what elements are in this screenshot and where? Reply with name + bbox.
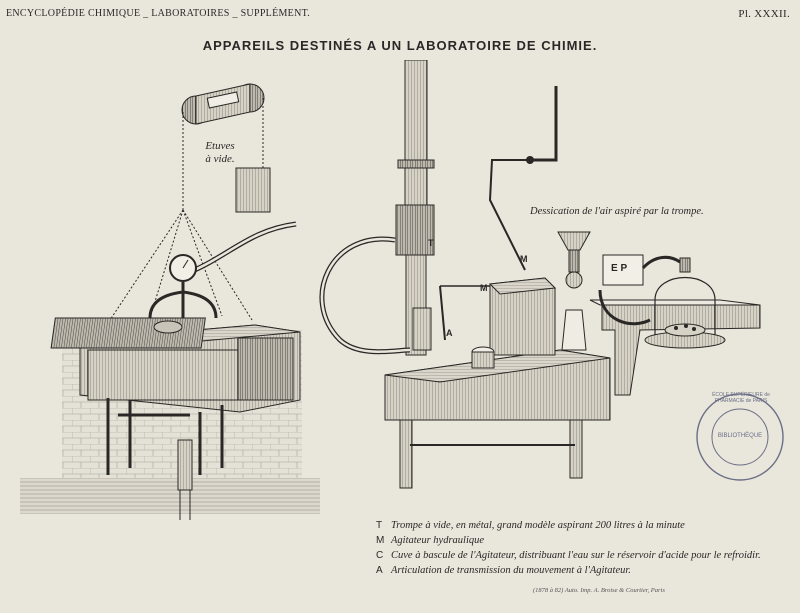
vacuum-oven-group [20, 84, 320, 520]
legend-key: M [376, 535, 385, 546]
legend-key: C [376, 550, 384, 561]
label-T: T [428, 238, 434, 248]
label-etuves-line1: Etuves [205, 140, 235, 152]
label-M-upper: M [520, 254, 528, 264]
label-M-lower: M [480, 283, 488, 293]
counterweight [236, 168, 270, 212]
legend-key: A [376, 565, 383, 576]
plate-number: Pl. XXXII. [738, 8, 790, 20]
engraving-illustration [0, 60, 800, 520]
laboratory-bench-group [322, 60, 760, 488]
label-A: A [446, 328, 453, 338]
legend-text: Cuve à bascule de l'Agitateur, distribuant l'eau sur le réservoir d'acide pour le refroidir. [391, 550, 761, 561]
label-etuves [190, 140, 250, 166]
legend-item [376, 518, 761, 533]
label-dessication: Dessication de l'air aspiré par la trompe. [530, 206, 704, 217]
legend-key: T [376, 520, 383, 531]
stamp-inner-text: BIBLIOTHÈQUE [717, 433, 763, 439]
printer-imprint: (1878 à 82) Auto. Imp. A. Broise & Courtier, Paris [533, 587, 665, 594]
label-etuves-line2: à vide. [205, 153, 235, 165]
legend-text: Agitateur hydraulique [391, 535, 485, 546]
legend-item [376, 533, 761, 548]
figure-legend [376, 518, 761, 578]
pulley-icon [182, 84, 264, 124]
legend-text: Trompe à vide, en métal, grand modèle aspirant 200 litres à la minute [391, 520, 685, 531]
header-series-title: ENCYCLOPÉDIE CHIMIQUE _ LABORATOIRES _ SUPPLÉMENT. [6, 8, 311, 19]
legend-item [376, 563, 761, 578]
label-ep: E P [611, 263, 628, 274]
plate-title: APPAREILS DESTINÉS A UN LABORATOIRE DE CHIMIE. [202, 38, 598, 53]
legend-text: Articulation de transmission du mouvement à l'Agitateur. [391, 565, 631, 576]
legend-item [376, 548, 761, 563]
stamp-outer-text: ÉCOLE SUPÉRIEURE de PHARMACIE de PARIS [712, 392, 770, 404]
